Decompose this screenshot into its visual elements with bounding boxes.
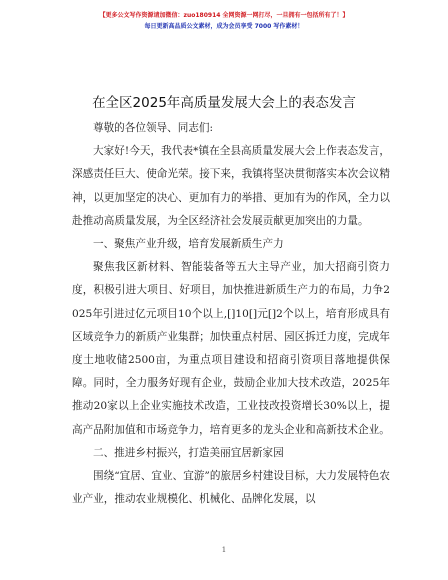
document-body bbox=[72, 117, 390, 511]
section-heading-2: 二、推进乡村振兴，打造美丽宜居新家园 bbox=[93, 446, 284, 459]
document-title: 在全区2025年高质量发展大会上的表态发言 bbox=[92, 95, 356, 111]
section-heading-1: 一、聚焦产业升级，培育发展新质生产力 bbox=[93, 238, 284, 251]
section-paragraph-1: 聚焦我区新材料、智能装备等五大主导产业，加大招商引资力度，积极引进大项目、好项目，加快推进新质生产力的布局，力争2025年引进过亿元项目10个以上,[]10[]元[]2个以上，培育形成具有区域竞争力的新质产业集群；加快重点村居、园区拆迁力度，完成年度土地收储2500亩，为重点项目建设和招商引资项目落地提供保障。同时，全力服务好现有企业，鼓励企业加大技术改造，2025年推动20家以上企业实施技术改造，工业技改投资增长30%以上，提高产品附加值和市场竞争力，培育更多的龙头企业和高新技术企业。 bbox=[72, 261, 390, 436]
promo-banner-line-1: 【更多公文写作资源请加微信：zuo180914 全网资源一网打尽，一旦拥有一包括所有了！】 bbox=[99, 12, 349, 19]
page-number: 1 bbox=[221, 546, 227, 554]
promo-banner-line-2: 每日更新高品质公文素材，成为会员享受 7000 写作素材！ bbox=[144, 23, 304, 30]
section-paragraph-2: 围绕“宜居、宜业、宜游”的旅居乡村建设目标，大力发展特色农业产业，推动农业规模化、机械化、品牌化发展，以 bbox=[72, 470, 390, 506]
intro-paragraph: 大家好!今天，我代表*镇在全县高质量发展大会上作表态发言，深感责任巨大、使命光荣。接下来，我镇将坚决贯彻落实本次会议精神，以更加坚定的决心、更加有力的举措、更加有为的作风，全力以赴推动高质量发展，为全区经济社会发展贡献更加突出的力量。 bbox=[72, 145, 390, 227]
salutation: 尊敬的各位领导、同志们: bbox=[93, 122, 214, 134]
